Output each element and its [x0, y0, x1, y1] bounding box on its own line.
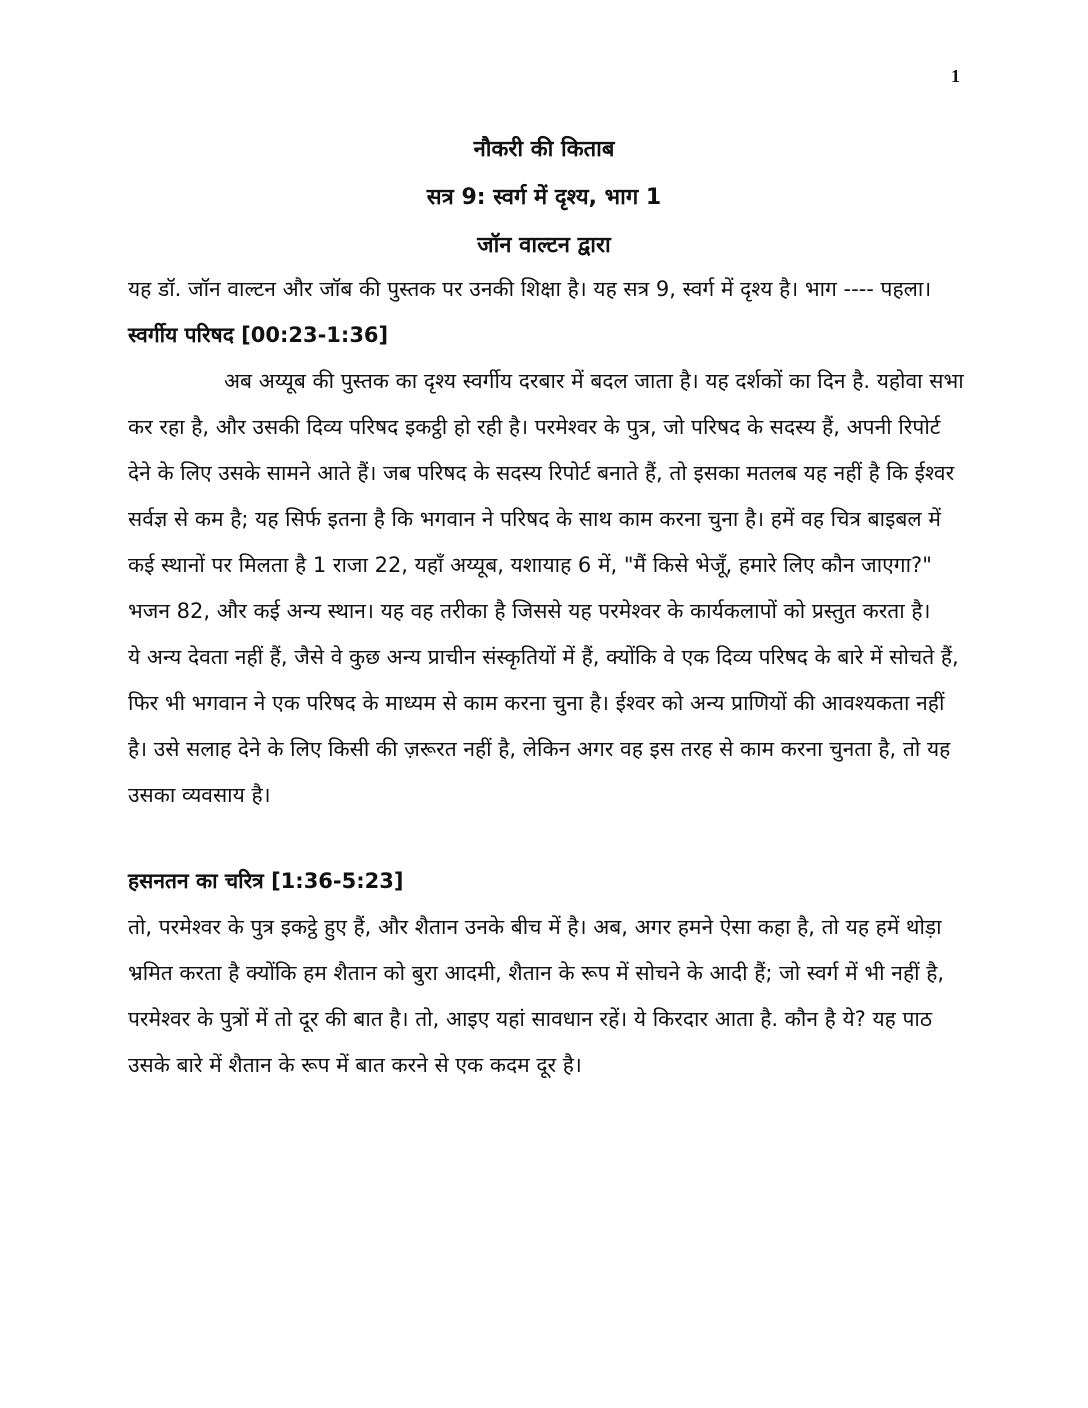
section-heading-heavenly-council: स्वर्गीय परिषद [00:23-1:36]: [128, 323, 389, 347]
body-paragraph: ये अन्य देवता नहीं हैं, जैसे वे कुछ अन्य प्राचीन संस्कृतियों में हैं, क्योंकि वे एक दिव्य परिषद के बारे में सोचते हैं, फिर भी भगवान ने एक परिषद के माध्यम से काम करना चुना है। ईश्वर को अन्य प्राणियों की आवश्यकता नहीं है। उसे सलाह देने के लिए किसी की ज़रूरत नहीं है, लेकिन अगर वह इस तरह से काम करना चुनता है, तो यह उसका व्यवसाय है।: [128, 645, 959, 807]
body-paragraph: अब अय्यूब की पुस्तक का दृश्य स्वर्गीय दरबार में बदल जाता है। यह दर्शकों का दिन है. यहोवा सभा कर रहा है, और उसकी दिव्य परिषद इकट्ठी हो रही है। परमेश्वर के पुत्र, जो परिषद के सदस्य हैं, अपनी रिपोर्ट देने के लिए उसके सामने आते हैं। जब परिषद के सदस्य रिपोर्ट बनाते हैं, तो इसका मतलब यह नहीं है कि ईश्वर सर्वज्ञ से कम है; यह सिर्फ इतना है कि भगवान ने परिषद के साथ काम करना चुना है। हमें वह चित्र बाइबल में कई स्थानों पर मिलता है 1 राजा 22, यहाँ अय्यूब, यशायाह 6 में, "मैं किसे भेजूँ, हमारे लिए कौन जाएगा?" भजन 82, और कई अन्य स्थान। यह वह तरीका है जिससे यह परमेश्वर के कार्यकलापों को प्रस्तुत करता है।: [128, 369, 964, 623]
author-line: जॉन वाल्टन द्वारा: [477, 233, 611, 258]
section-heading-character: हसनतन का चरित्र [1:36-5:23]: [128, 869, 404, 893]
title-block: [0, 126, 1088, 270]
document-title: नौकरी की किताब: [473, 137, 615, 162]
body-paragraph: तो, परमेश्वर के पुत्र इकट्ठे हुए हैं, और शैतान उनके बीच में है। अब, अगर हमने ऐसा कहा है, तो यह हमें थोड़ा भ्रमित करता है क्योंकि हम शैतान को बुरा आदमी, शैतान के रूप में सोचने के आदी हैं; जो स्वर्ग में भी नहीं है, परमेश्वर के पुत्रों में तो दूर की बात है। तो, आइए यहां सावधान रहें। ये किरदार आता है. कौन है ये? यह पाठ उसके बारे में शैतान के रूप में बात करने से एक कदम दूर है।: [128, 915, 945, 1077]
page-number: 1: [951, 66, 960, 86]
document-body: [128, 266, 966, 1088]
session-title: सत्र 9: स्वर्ग में दृश्य, भाग 1: [426, 185, 662, 210]
intro-paragraph: यह डॉ. जॉन वाल्टन और जॉब की पुस्तक पर उनकी शिक्षा है। यह सत्र 9, स्वर्ग में दृश्य है। भाग ---- पहला।: [128, 277, 932, 301]
section-spacer: [128, 818, 966, 858]
